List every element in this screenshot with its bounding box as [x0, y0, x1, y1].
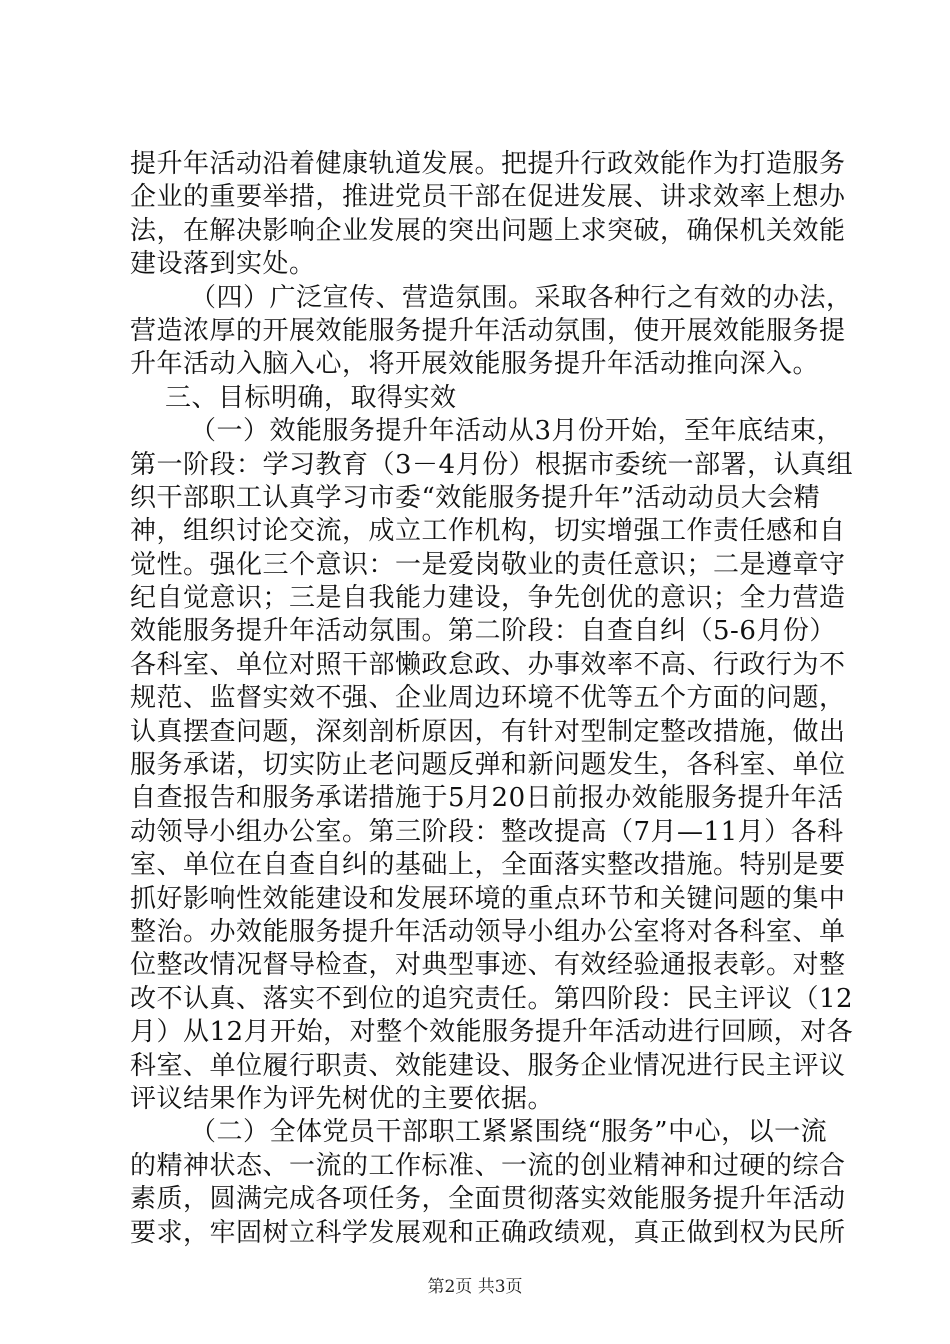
text-line: 第一阶段：学习教育（3－4月份）根据市委统一部署，认真组	[130, 449, 854, 480]
paragraph-start-line: （二）全体党员干部职工紧紧围绕“服务”中心，以一流	[190, 1117, 828, 1148]
text-line: 升年活动入脑入心，将开展效能服务提升年活动推向深入。	[130, 349, 820, 380]
text-line: 效能服务提升年活动氛围。第二阶段：自查自纠（5-6月份）	[130, 616, 836, 647]
text-line: 抓好影响性效能建设和发展环境的重点环节和关键问题的集中	[130, 883, 846, 914]
text-line: 服务承诺，切实防止老问题反弹和新问题发生，各科室、单位	[130, 750, 846, 781]
text-line: 素质，圆满完成各项任务，全面贯彻落实效能服务提升年活动	[130, 1184, 846, 1215]
text-line: 提升年活动沿着健康轨道发展。把提升行政效能作为打造服务	[130, 149, 846, 179]
text-line: 建设落到实处。	[130, 249, 316, 280]
text-line: 整治。办效能服务提升年活动领导小组办公室将对各科室、单	[130, 916, 846, 947]
text-line: 织干部职工认真学习市委“效能服务提升年”活动动员大会精	[130, 482, 821, 513]
text-line: 改不认真、落实不到位的追究责任。第四阶段：民主评议（12	[130, 983, 854, 1014]
text-line: 企业的重要举措，推进党员干部在促进发展、讲求效率上想办	[130, 182, 846, 213]
paragraph-start-line: （四）广泛宣传、营造氛围。采取各种行之有效的办法，	[190, 282, 853, 313]
text-line: 动领导小组办公室。第三阶段：整改提高（7月—11月）各科	[130, 816, 844, 847]
text-line: 评议结果作为评先树优的主要依据。	[130, 1083, 555, 1114]
text-line: 法，在解决影响企业发展的突出问题上求突破，确保机关效能	[130, 215, 846, 246]
paragraph-start-line: （一）效能服务提升年活动从3月份开始，至年底结束，	[190, 416, 844, 447]
text-line: 认真摆查问题，深刻剖析原因，有针对型制定整改措施，做出	[130, 716, 846, 747]
document-body	[130, 148, 854, 1250]
text-line: 的精神状态、一流的工作标准、一流的创业精神和过硬的综合	[130, 1150, 846, 1181]
text-line: 要求，牢固树立科学发展观和正确政绩观，真正做到权为民所	[130, 1217, 846, 1248]
text-line: 纪自觉意识；三是自我能力建设，争先创优的意识；全力营造	[130, 583, 846, 614]
text-line: 神，组织讨论交流，成立工作机构，切实增强工作责任感和自	[130, 516, 846, 547]
page-number-footer: 第2页 共3页	[427, 1277, 523, 1297]
text-line: 月）从12月开始，对整个效能服务提升年活动进行回顾，对各	[130, 1017, 854, 1048]
text-line: 科室、单位履行职责、效能建设、服务企业情况进行民主评议	[130, 1050, 846, 1081]
text-line: 觉性。强化三个意识：一是爱岗敬业的责任意识；二是遵章守	[130, 549, 846, 580]
text-line: 规范、监督实效不强、企业周边环境不优等五个方面的问题，	[130, 683, 846, 714]
text-line: 位整改情况督导检查，对典型事迹、有效经验通报表彰。对整	[130, 950, 846, 981]
section-heading: 三、目标明确，取得实效	[165, 382, 457, 413]
text-line: 自查报告和服务承诺措施于5月20日前报办效能服务提升年活	[130, 783, 844, 814]
text-line: 营造浓厚的开展效能服务提升年活动氛围，使开展效能服务提	[130, 315, 846, 346]
text-line: 各科室、单位对照干部懒政怠政、办事效率不高、行政行为不	[130, 649, 846, 680]
text-line: 室、单位在自查自纠的基础上，全面落实整改措施。特别是要	[130, 850, 846, 881]
